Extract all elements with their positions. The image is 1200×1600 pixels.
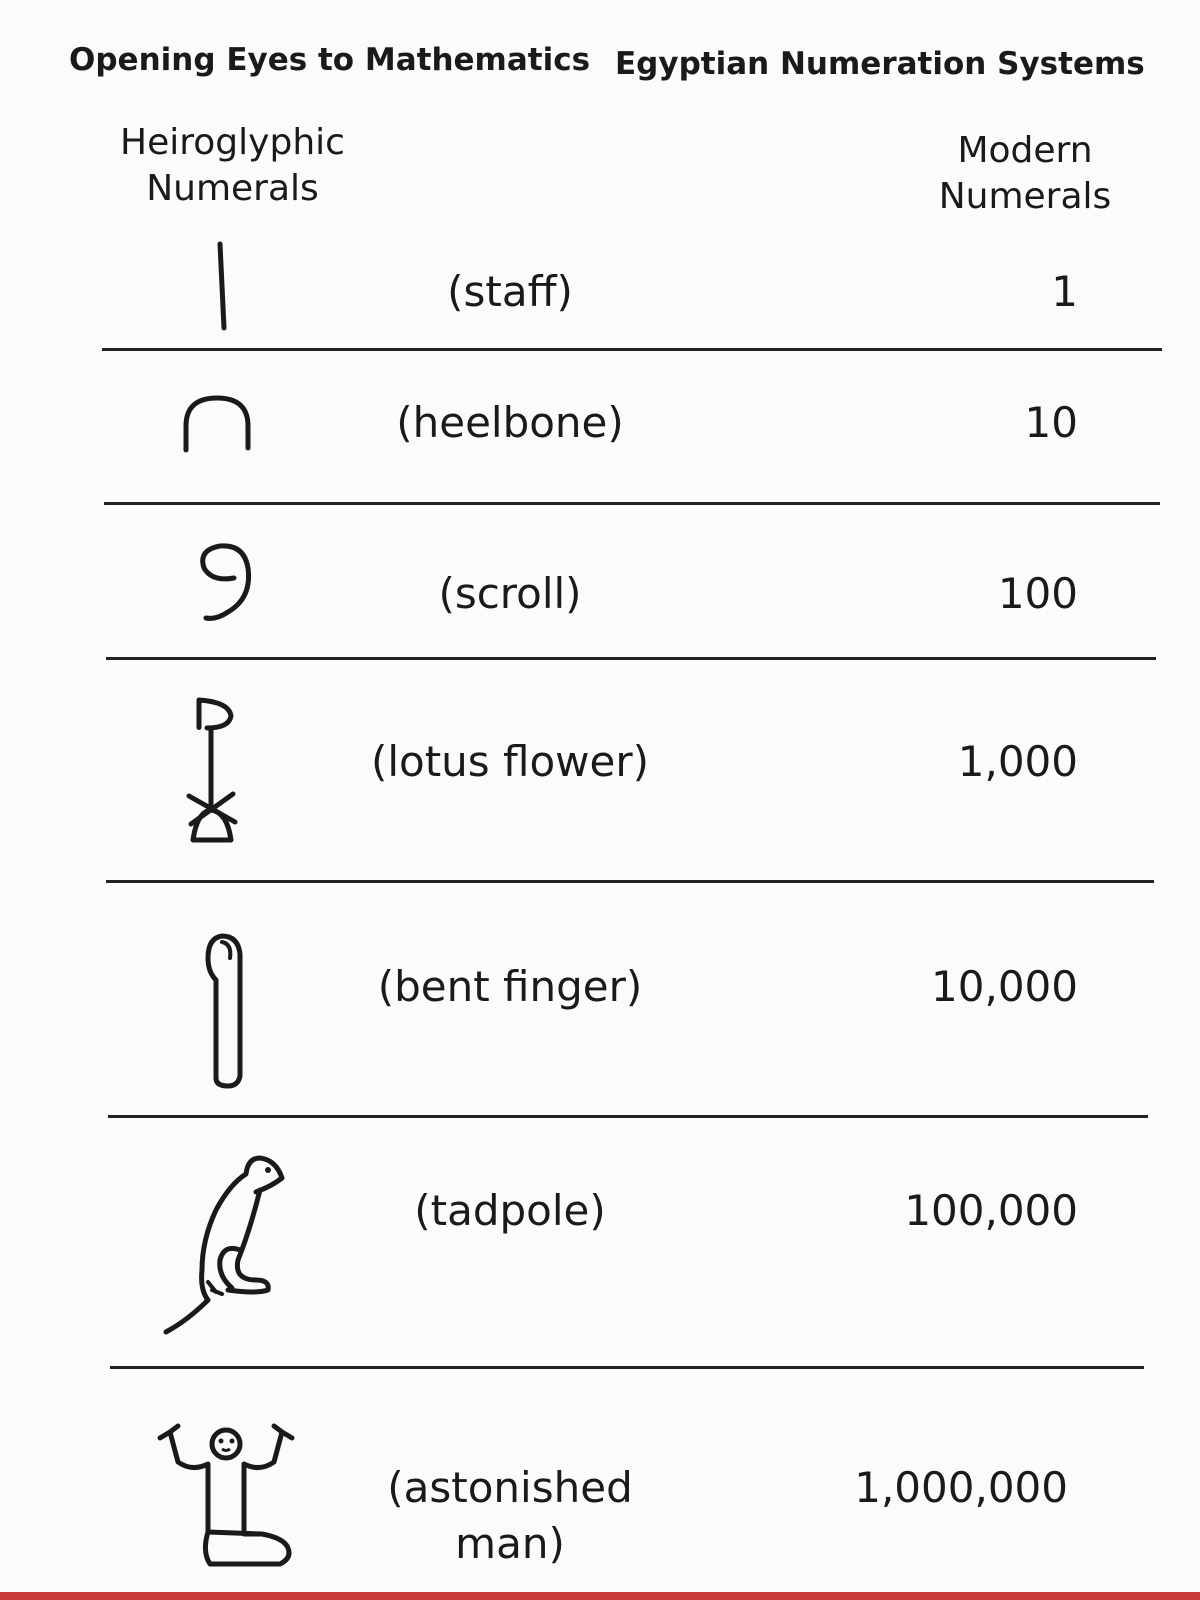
column-header-hieroglyphic-line2: Numerals bbox=[146, 168, 319, 209]
heelbone-icon bbox=[180, 392, 256, 454]
row-divider bbox=[108, 1115, 1148, 1118]
row-divider bbox=[104, 502, 1160, 505]
numeral-name-staff: (staff) bbox=[447, 267, 573, 316]
column-header-modern bbox=[925, 128, 1125, 220]
header-right-title: Egyptian Numeration Systems bbox=[615, 46, 1145, 82]
column-header-modern-line1: Modern bbox=[957, 130, 1093, 171]
scroll-icon bbox=[194, 540, 258, 624]
bent-finger-icon bbox=[202, 930, 252, 1090]
column-header-hieroglyphic-line1: Heiroglyphic bbox=[120, 122, 345, 163]
numeral-name-astonished-man-line2: man) bbox=[455, 1519, 565, 1568]
numeral-value-astonished-man: 1,000,000 bbox=[854, 1463, 1068, 1512]
numeral-name-astonished-man bbox=[360, 1460, 660, 1572]
page-edge bbox=[0, 1592, 1200, 1600]
tadpole-icon bbox=[160, 1150, 290, 1338]
numeral-value-tadpole: 100,000 bbox=[904, 1186, 1078, 1235]
astonished-man-icon bbox=[152, 1424, 302, 1576]
staff-icon bbox=[205, 240, 235, 332]
numeral-value-staff: 1 bbox=[1051, 267, 1078, 316]
row-divider bbox=[110, 1366, 1144, 1369]
column-header-modern-line2: Numerals bbox=[938, 176, 1112, 217]
numeral-name-lotus-flower: (lotus flower) bbox=[370, 737, 650, 786]
lotus-flower-icon bbox=[185, 694, 249, 848]
numeral-name-heelbone: (heelbone) bbox=[396, 398, 624, 447]
numeral-value-scroll: 100 bbox=[997, 569, 1078, 618]
numeral-name-tadpole: (tadpole) bbox=[414, 1186, 606, 1235]
row-divider bbox=[106, 880, 1154, 883]
numeral-name-scroll: (scroll) bbox=[438, 569, 582, 618]
numeral-name-astonished-man-line1: (astonished bbox=[387, 1463, 633, 1512]
row-divider bbox=[102, 348, 1162, 351]
row-divider bbox=[106, 657, 1156, 660]
numeral-value-lotus-flower: 1,000 bbox=[957, 737, 1078, 786]
column-header-hieroglyphic bbox=[110, 120, 355, 212]
numeral-value-heelbone: 10 bbox=[1024, 398, 1078, 447]
numeral-value-bent-finger: 10,000 bbox=[931, 962, 1078, 1011]
numeral-name-bent-finger: (bent finger) bbox=[377, 962, 643, 1011]
header-left-title: Opening Eyes to Mathematics bbox=[69, 42, 591, 78]
